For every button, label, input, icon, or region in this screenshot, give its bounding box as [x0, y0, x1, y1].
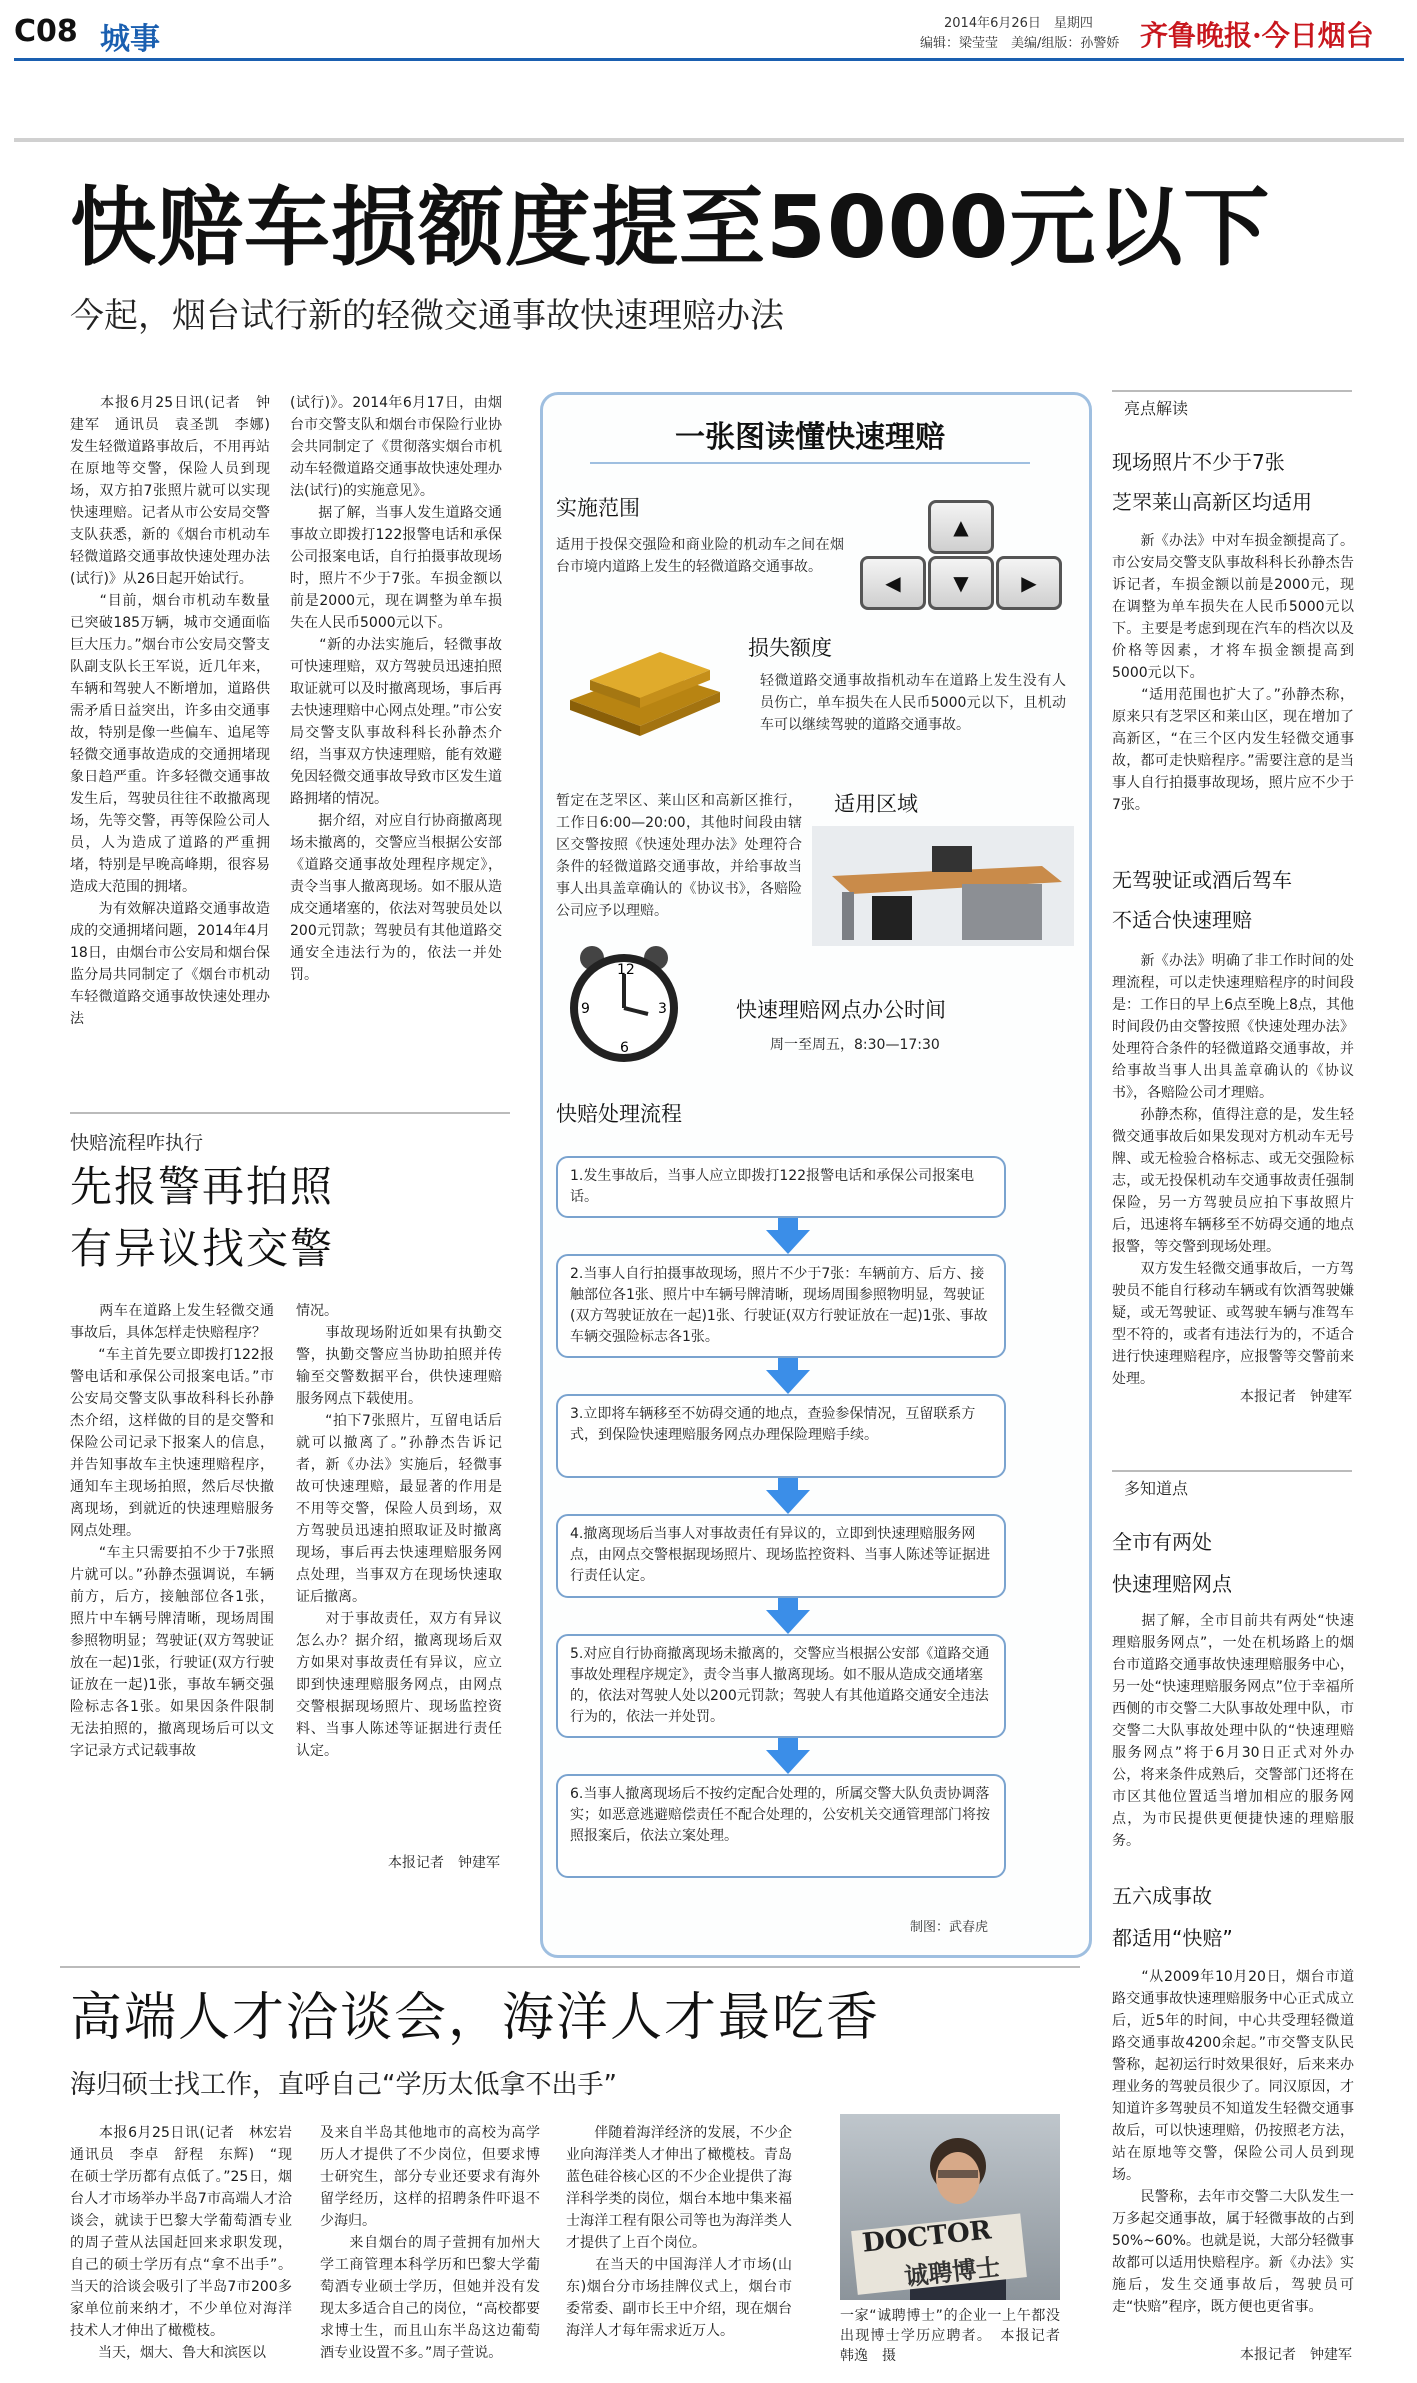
sidebar-paragraph-2: 新《办法》明确了非工作时间的处理流程，可以走快速理赔程序的时间段是：工作日的早上6点至晚上8点，其他时间段仍由交警按照《快速处理办法》处理符合条件的轻微道路交通事故，并给事故当事人出具盖章确认的《协议书》，各赔险公司才理赔。 孙静杰称，值得注意的是，发生轻微交通事故后如果发现对方机动车无号牌、或无检验合格标志、或无交强险标志，或无投保机动车交通事故责任强制保险，另一方驾驶员应拍下事故照片后，迅速将车辆移至不妨碍交通的地点报警，等交警到现场处理。 双方发生轻微交通事故后，一方驾驶员不能自行移动车辆或有饮酒驾驶嫌疑，或无驾驶证、或驾驶车辆与准驾车型不符的，或者有违法行为的，不适合进行快速理赔程序，应报警等交警前来处理。 [1112, 953, 1354, 1387]
masthead-rule [14, 58, 1404, 61]
third-headline: 高端人才洽谈会，海洋人才最吃香 [70, 1988, 881, 2048]
second-story-rule [70, 1112, 510, 1114]
sidebar-heading-2a: 无驾驶证或酒后驾车 [1112, 868, 1292, 892]
top-divider [14, 138, 1404, 142]
second-title-line1: 先报警再拍照 [70, 1162, 335, 1211]
sidebar-paragraph-3: 据了解，全市目前共有两处“快速理赔服务网点”，一处在机场路上的烟台市道路交通事故快速理赔服务中心，另一处“快速理赔服务网点”位于幸福所西侧的市交警二大队事故处理中队，市交警二大队事故处理中队的“快速理赔服务网点”将于6月30日正式对外办公，将来条件成熟后，交警部门还将在市区其他位置适当增加相应的服务网点，为市民提供更便捷快速的理赔服务。 [1112, 1613, 1354, 1849]
scope-title: 实施范围 [556, 496, 640, 520]
infographic-title: 一张图读懂快速理赔 [675, 420, 945, 455]
second-title-line2: 有异议找交警 [70, 1224, 335, 1273]
sidebar-tag-highlights: 亮点解读 [1124, 399, 1189, 418]
sidebar-paragraph-1: 新《办法》中对车损金额提高了。市公安局交警支队事故科科长孙静杰告诉记者，车损金额以前是2000元，现在调整为单车损失在人民币5000元以下。主要是考虑到现在汽车的档次以及价格等因素，才将车损金额提高到5000元以下。 “适用范围也扩大了。”孙静杰称，原来只有芝罘区和莱山区，现在增加了高新区，“在三个区内发生轻微交通事故，都可走快赔程序。”需要注意的是当事人自行拍摄事故现场，照片应不少于7张。 [1112, 533, 1354, 813]
third-body-col1: 本报6月25日讯(记者 林宏岩 通讯员 李卓 舒程 东辉) “现在硕士学历都有点低了。”25日，烟台人才市场举办半岛7市高端人才洽谈会，就读于巴黎大学葡萄酒专业的周子萱从法国赶回来求职发现，自己的硕士学历有点“拿不出手”。当天的洽谈会吸引了半岛7市200多家单位前来纳才，不少单位对海洋技术人才伸出了橄榄枝。 当天，烟大、鲁大和滨医以 [70, 2125, 292, 2361]
clock-icon [564, 944, 684, 1064]
second-byline: 本报记者 钟建军 [388, 1855, 500, 1871]
down-arrow-icon [766, 1490, 810, 1514]
lead-subhead: 今起，烟台试行新的轻微交通事故快速理赔办法 [70, 296, 784, 336]
photo-caption: 一家“诚聘博士”的企业一上午都没出现博士学历应聘者。 本报记者 韩逸 摄 [840, 2308, 1074, 2364]
loss-title: 损失额度 [748, 636, 832, 660]
section-name: 城事 [100, 22, 160, 57]
flow-step-3: 3.立即将车辆移至不妨碍交通的地点，查验参保情况，互留联系方式，到保险快速理赔服务网点办理保险理赔手续。 [556, 1394, 1006, 1478]
sidebar-rule-1 [1112, 390, 1352, 392]
sidebar-heading-4b: 都适用“快赔” [1112, 1926, 1233, 1950]
loss-text: 轻微道路交通事故指机动车在道路上发生没有人员伤亡，单车损失在人民币5000元以下，且机动车可以继续驾驶的道路交通事故。 [760, 673, 1066, 733]
flow-step-1: 1.发生事故后，当事人应立即拨打122报警电话和承保公司报案电话。 [556, 1156, 1006, 1218]
sidebar-heading-1a: 现场照片不少于7张 [1112, 450, 1285, 474]
flow-step-4: 4.撤离现场后当事人对事故责任有异议的，立即到快速理赔服务网点，由网点交警根据现场照片、现场监控资料、当事人陈述等证据进行责任认定。 [556, 1514, 1006, 1598]
flow-step-2: 2.当事人自行拍摄事故现场，照片不少于7张：车辆前方、后方、接触部位各1张、照片中车辆号牌清晰，现场周围参照物明显，驾驶证(双方驾驶证放在一起)1张、行驶证(双方行驶证放在一起)1张、事故车辆交强险标志各1张。 [556, 1254, 1006, 1358]
sidebar-heading-1b: 芝罘莱山高新区均适用 [1112, 490, 1312, 514]
svg-text:3: 3 [658, 1001, 667, 1017]
issue-date: 2014年6月26日 星期四 [944, 16, 1093, 31]
svg-text:6: 6 [620, 1040, 629, 1056]
second-kicker: 快赔流程咋执行 [70, 1132, 204, 1154]
second-body-col1: 两车在道路上发生轻微交通事故后，具体怎样走快赔程序？ “车主首先要立即拨打122报警电话和承保公司报案电话。”市公安局交警支队事故科科长孙静杰介绍，这样做的目的是交警和保险公司记录下报案人的信息，并告知事故车主快速理赔程序，通知车主现场拍照，然后尽快撤离现场，到就近的快速理赔服务网点处理。 “车主只需要拍不少于7张照片就可以。”孙静杰强调说，车辆前方，后方，接触部位各1张，照片中车辆号牌清晰，现场周围参照物明显；驾驶证(双方驾驶证放在一起)1张，行驶证(双方行驶证放在一起)1张，事故车辆交强险标志各1张。如果因条件限制无法拍照的，撤离现场后可以文字记录方式记载事故 [70, 1303, 274, 1759]
sidebar-heading-2b: 不适合快速理赔 [1112, 908, 1252, 932]
newspaper-brand: 齐鲁晚报·今日烟台 [1140, 19, 1374, 52]
svg-text:9: 9 [581, 1001, 590, 1017]
sidebar-heading-3a: 全市有两处 [1112, 1530, 1212, 1554]
down-arrow-icon [766, 1610, 810, 1634]
lead-headline: 快赔车损额度提至5000元以下 [70, 178, 1271, 278]
scope-text: 适用于投保交强险和商业险的机动车之间在烟台市境内道路上发生的轻微道路交通事故。 [556, 537, 844, 575]
infographic-credit: 制图：武春虎 [910, 1920, 989, 1935]
editor-credits: 编辑：梁莹莹 美编/组版：孙警娇 [920, 36, 1120, 51]
third-subhead: 海归硕士找工作，直呼自己“学历太低拿不出手” [70, 2070, 617, 2100]
flow-step-6: 6.当事人撤离现场后不按约定配合处理的，所属交警大队负责协调落实；如恶意逃避赔偿责任不配合处理的，公安机关交通管理部门将按照报案后，依法立案处理。 [556, 1774, 1006, 1878]
down-arrow-icon [766, 1370, 810, 1394]
arrow-keys-icon: ▲ ◀ ▼ ▶ [850, 500, 1070, 610]
flow-title: 快赔处理流程 [556, 1102, 682, 1126]
down-arrow-icon [766, 1750, 810, 1774]
gold-bars-icon [560, 630, 730, 740]
third-body-col2: 及来自半岛其他地市的高校为高学历人才提供了不少岗位，但要求博士研究生，部分专业还要求有海外留学经历，这样的招聘条件吓退不少海归。 来自烟台的周子萱拥有加州大学工商管理本科学历和巴黎大学葡萄酒专业硕士学历，但她并没有发现太多适合自己的岗位，“高校都要求博士生，而且山东半岛这边葡萄酒专业设置不多。”周子萱说。 [320, 2125, 540, 2361]
sidebar-rule-2 [1112, 1470, 1352, 1472]
lead-body-col1: 本报6月25日讯(记者 钟建军 通讯员 袁圣凯 李娜) 发生轻微道路事故后，不用再站在原地等交警，保险人员到现场，双方拍7张照片就可以实现快速理赔。记者从市公安局交警支队获悉，新的《烟台市机动车轻微道路交通事故快速处理办法(试行)》从26日起开始试行。 “目前，烟台市机动车数量已突破185万辆，城市交通面临巨大压力。”烟台市公安局交警支队副支队长王军说，近几年来，车辆和驾驶人不断增加，道路供需矛盾日益突出，许多由交通事故，特别是像一些偏车、追尾等轻微交通事故造成的交通拥堵现象日趋严重。许多轻微交通事故发生后，驾驶员往往不敢撤离现场，先等交警，再等保险公司人员，人为造成了道路的严重拥堵，特别是早晚高峰期，很容易造成大范围的拥堵。 为有效解决道路交通事故造成的交通拥堵问题，2014年4月18日，由烟台市公安局和烟台保监分局共同制定了《烟台市机动车轻微道路交通事故快速处理办法 [70, 395, 270, 1027]
area-title: 适用区域 [834, 792, 918, 816]
office-hours-title: 快速理赔网点办公时间 [736, 998, 946, 1022]
second-body-col2: 情况。 事故现场附近如果有执勤交警，执勤交警应当协助拍照并传输至交警数据平台，供快速理赔服务网点下载使用。 “拍下7张照片，互留电话后就可以撤离了。”孙静杰告诉记者，新《办法》实施后，轻微事故可快速理赔，最显著的作用是不用等交警，保险人员到场，双方驾驶员迅速拍照取证及时撤离现场，事后再去快速理赔服务网点处理，当事双方在现场快速取证后撤离。 对于事故责任，双方有异议怎么办？据介绍，撤离现场后双方如果对事故责任有异议，应立即到快速理赔服务网点，由网点交警根据现场照片、现场监控资料、当事人陈述等证据进行责任认定。 [296, 1303, 502, 1759]
photo-sign-english: DOCTOR [860, 2215, 993, 2259]
page-number: C08 [14, 14, 78, 49]
down-arrow-icon [766, 1230, 810, 1254]
sidebar-paragraph-4: “从2009年10月20日，烟台市道路交通事故快速理赔服务中心正式成立后，近5年的时间，中心共受理轻微道路交通事故4200余起。”市交警支队民警称，起初运行时效果很好，后来来办理业务的驾驶员很少了。同汉原因，才知道许多驾驶员不知道发生轻微交通事故后，可以快速理赔，仍按照老方法，站在原地等交警，保险公司人员到现场。 民警称，去年市交警二大队发生一万多起交通事故，属于轻微事故的占到50%~60%。也就是说，大部分轻微事故都可以适用快赔程序。新《办法》实施后，发生交通事故后，驾驶员可走“快赔”程序，既方便也更省事。 [1112, 1969, 1354, 2315]
svg-text:12: 12 [617, 962, 635, 978]
sidebar-tag-know-more: 多知道点 [1124, 1479, 1189, 1498]
third-body-col3: 伴随着海洋经济的发展，不少企业向海洋类人才伸出了橄榄枝。青岛蓝色硅谷核心区的不少企业提供了海洋科学类的岗位，烟台本地中集来福士海洋工程有限公司等也为海洋类人才提供了上百个岗位。 在当天的中国海洋人才市场(山东)烟台分市场挂牌仪式上，烟台市委常委、副市长王中介绍，现在烟台海洋人才每年需求近万人。 [566, 2125, 792, 2339]
area-text: 暂定在芝罘区、莱山区和高新区推行，工作日6:00—20:00，其他时间段由辖区交警按照《快速处理办法》处理符合条件的轻微道路交通事故，并给事故当事人出具盖章确认的《协议书》，各赔险公司应予以理赔。 [556, 793, 802, 919]
office-desk-icon [812, 826, 1074, 946]
sidebar-byline-1: 本报记者 钟建军 [1240, 1389, 1352, 1405]
sidebar-byline-2: 本报记者 钟建军 [1240, 2347, 1352, 2363]
sidebar-heading-3b: 快速理赔网点 [1112, 1572, 1232, 1596]
photo-sign-chinese: 诚聘博士 [903, 2253, 1002, 2291]
job-fair-photo [840, 2114, 1060, 2300]
flow-step-5: 5.对应自行协商撤离现场未撤离的，交警应当根据公安部《道路交通事故处理程序规定》，责令当事人撤离现场。如不服从造成交通堵塞的，依法对驾驶人处以200元罚款；驾驶人有其他道路交通安全违法行为的，依法一并处罚。 [556, 1634, 1006, 1738]
office-hours-text: 周一至周五，8:30—17:30 [770, 1037, 940, 1053]
infographic-title-rule [590, 462, 1030, 464]
sidebar-heading-4a: 五六成事故 [1112, 1884, 1212, 1908]
third-story-rule [60, 1966, 1080, 1968]
lead-body-col2: (试行)》。2014年6月17日，由烟台市交警支队和烟台市保险行业协会共同制定了《贯彻落实烟台市机动车轻微道路交通事故快速处理办法(试行)的实施意见》。 据了解，当事人发生道路交通事故立即拨打122报警电话和承保公司报案电话，自行拍摄事故现场时，照片不少于7张。车损金额以前是2000元，现在调整为单车损失在人民币5000元以下。 “新的办法实施后，轻微事故可快速理赔，双方驾驶员迅速拍照取证就可以及时撤离现场，事后再去快速理赔中心网点处理。”市公安局交警支队事故科科长孙静杰介绍，当事双方快速理赔，能有效避免因轻微交通事故导致市区发生道路拥堵的情况。 据介绍，对应自行协商撤离现场未撤离的，交警应当根据公安部《道路交通事故处理程序规定》，责令当事人撤离现场。如不服从造成交通堵塞的，依法对驾驶员处以200元罚款；驾驶员有其他道路交通安全违法行为的，依法一并处罚。 [290, 395, 502, 983]
